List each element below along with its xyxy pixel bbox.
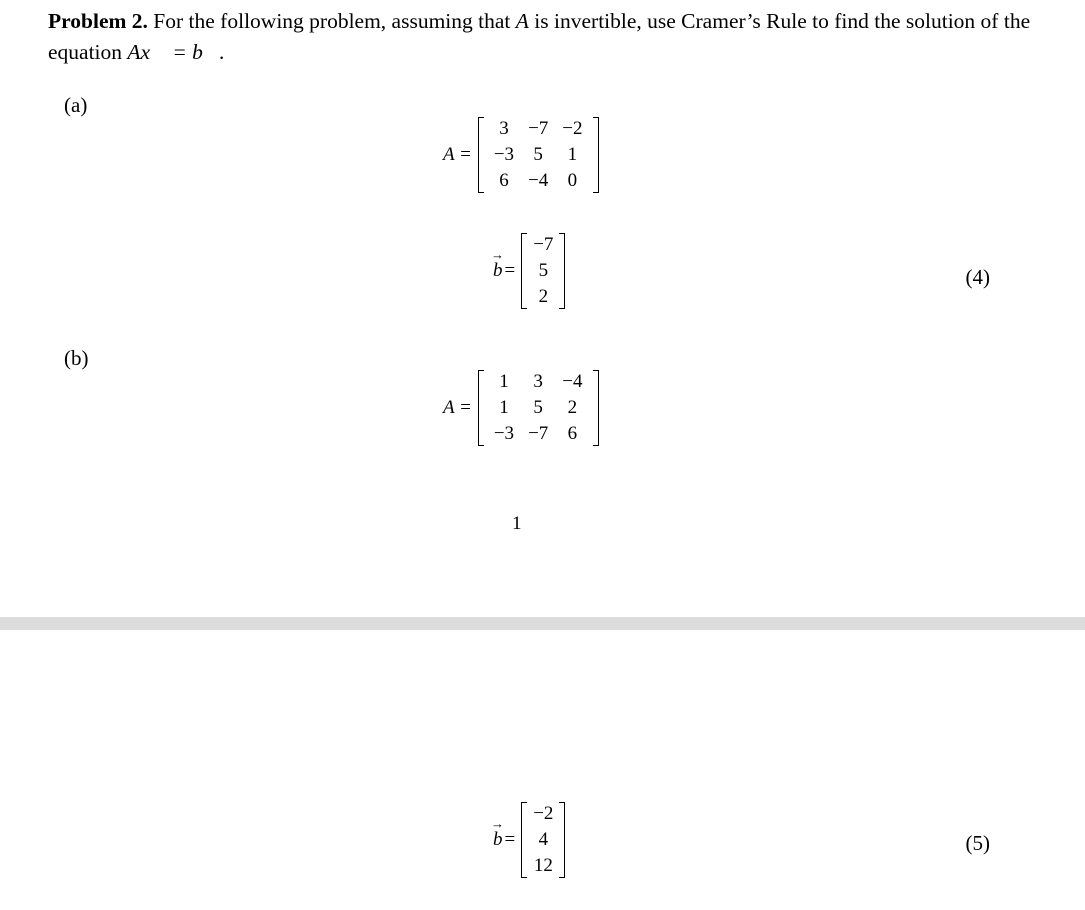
equation-number-5: (5) [965, 831, 990, 855]
vector-cell: 2 [538, 286, 549, 307]
matrix-cell: 1 [499, 371, 509, 392]
problem-text-1: For the following problem, assuming that [147, 9, 516, 33]
part-b-vector-b [521, 801, 565, 879]
problem-text-2: is invertible, use Cramer’s Rule to find the solution of the equation [48, 9, 1031, 64]
part-a-matrix-a [478, 116, 599, 194]
matrix-cell: 6 [567, 423, 578, 444]
page-2 [0, 630, 1085, 910]
matrix-cell: 6 [499, 170, 509, 191]
problem-statement [48, 6, 1038, 68]
page-separator [0, 617, 1085, 630]
matrix-cell: −2 [562, 118, 583, 139]
equals-sign: = [504, 829, 516, 850]
part-b-vector-equation [493, 801, 565, 879]
part-a-label: (a) [64, 93, 88, 117]
vector-cell: 4 [538, 829, 549, 850]
part-a-matrix-lhs: A = [443, 144, 472, 165]
matrix-cell: −3 [493, 144, 515, 165]
matrix-cell: −3 [493, 423, 515, 444]
vector-cell: 12 [533, 855, 553, 876]
part-b-matrix-equation [443, 369, 599, 447]
vector-b-symbol: → b [493, 829, 503, 851]
problem-equation: Ax⃗ = b⃗. [127, 40, 225, 64]
part-b-matrix-a [478, 369, 599, 447]
matrix-cell: −7 [528, 423, 549, 444]
vector-cell: −7 [533, 234, 554, 255]
matrix-cell: 3 [533, 371, 543, 392]
matrix-cell: −7 [528, 118, 549, 139]
equals-sign: = [504, 260, 516, 281]
matrix-cell: 1 [567, 144, 578, 165]
vector-cell: −2 [533, 803, 554, 824]
part-a-vector-equation [493, 232, 565, 310]
matrix-cell: 1 [499, 397, 509, 418]
matrix-cell: 5 [533, 397, 543, 418]
equation-number-4: (4) [965, 265, 990, 289]
matrix-cell: 3 [499, 118, 509, 139]
vector-b-symbol: → b [493, 260, 503, 282]
part-a-matrix-equation [443, 116, 599, 194]
matrix-cell: −4 [528, 170, 549, 191]
vector-cell: 5 [538, 260, 549, 281]
part-a-vector-lhs [493, 260, 515, 282]
matrix-cell: 2 [567, 397, 578, 418]
part-b-vector-lhs [493, 829, 515, 851]
matrix-cell: −4 [562, 371, 583, 392]
matrix-cell: 0 [567, 170, 578, 191]
part-a-vector-b [521, 232, 565, 310]
page-number: 1 [512, 513, 522, 534]
part-b-label: (b) [64, 346, 89, 370]
part-b-matrix-lhs: A = [443, 397, 472, 418]
matrix-cell: 5 [533, 144, 543, 165]
problem-var-a: A [515, 9, 529, 33]
problem-label: Problem 2. [48, 9, 148, 33]
